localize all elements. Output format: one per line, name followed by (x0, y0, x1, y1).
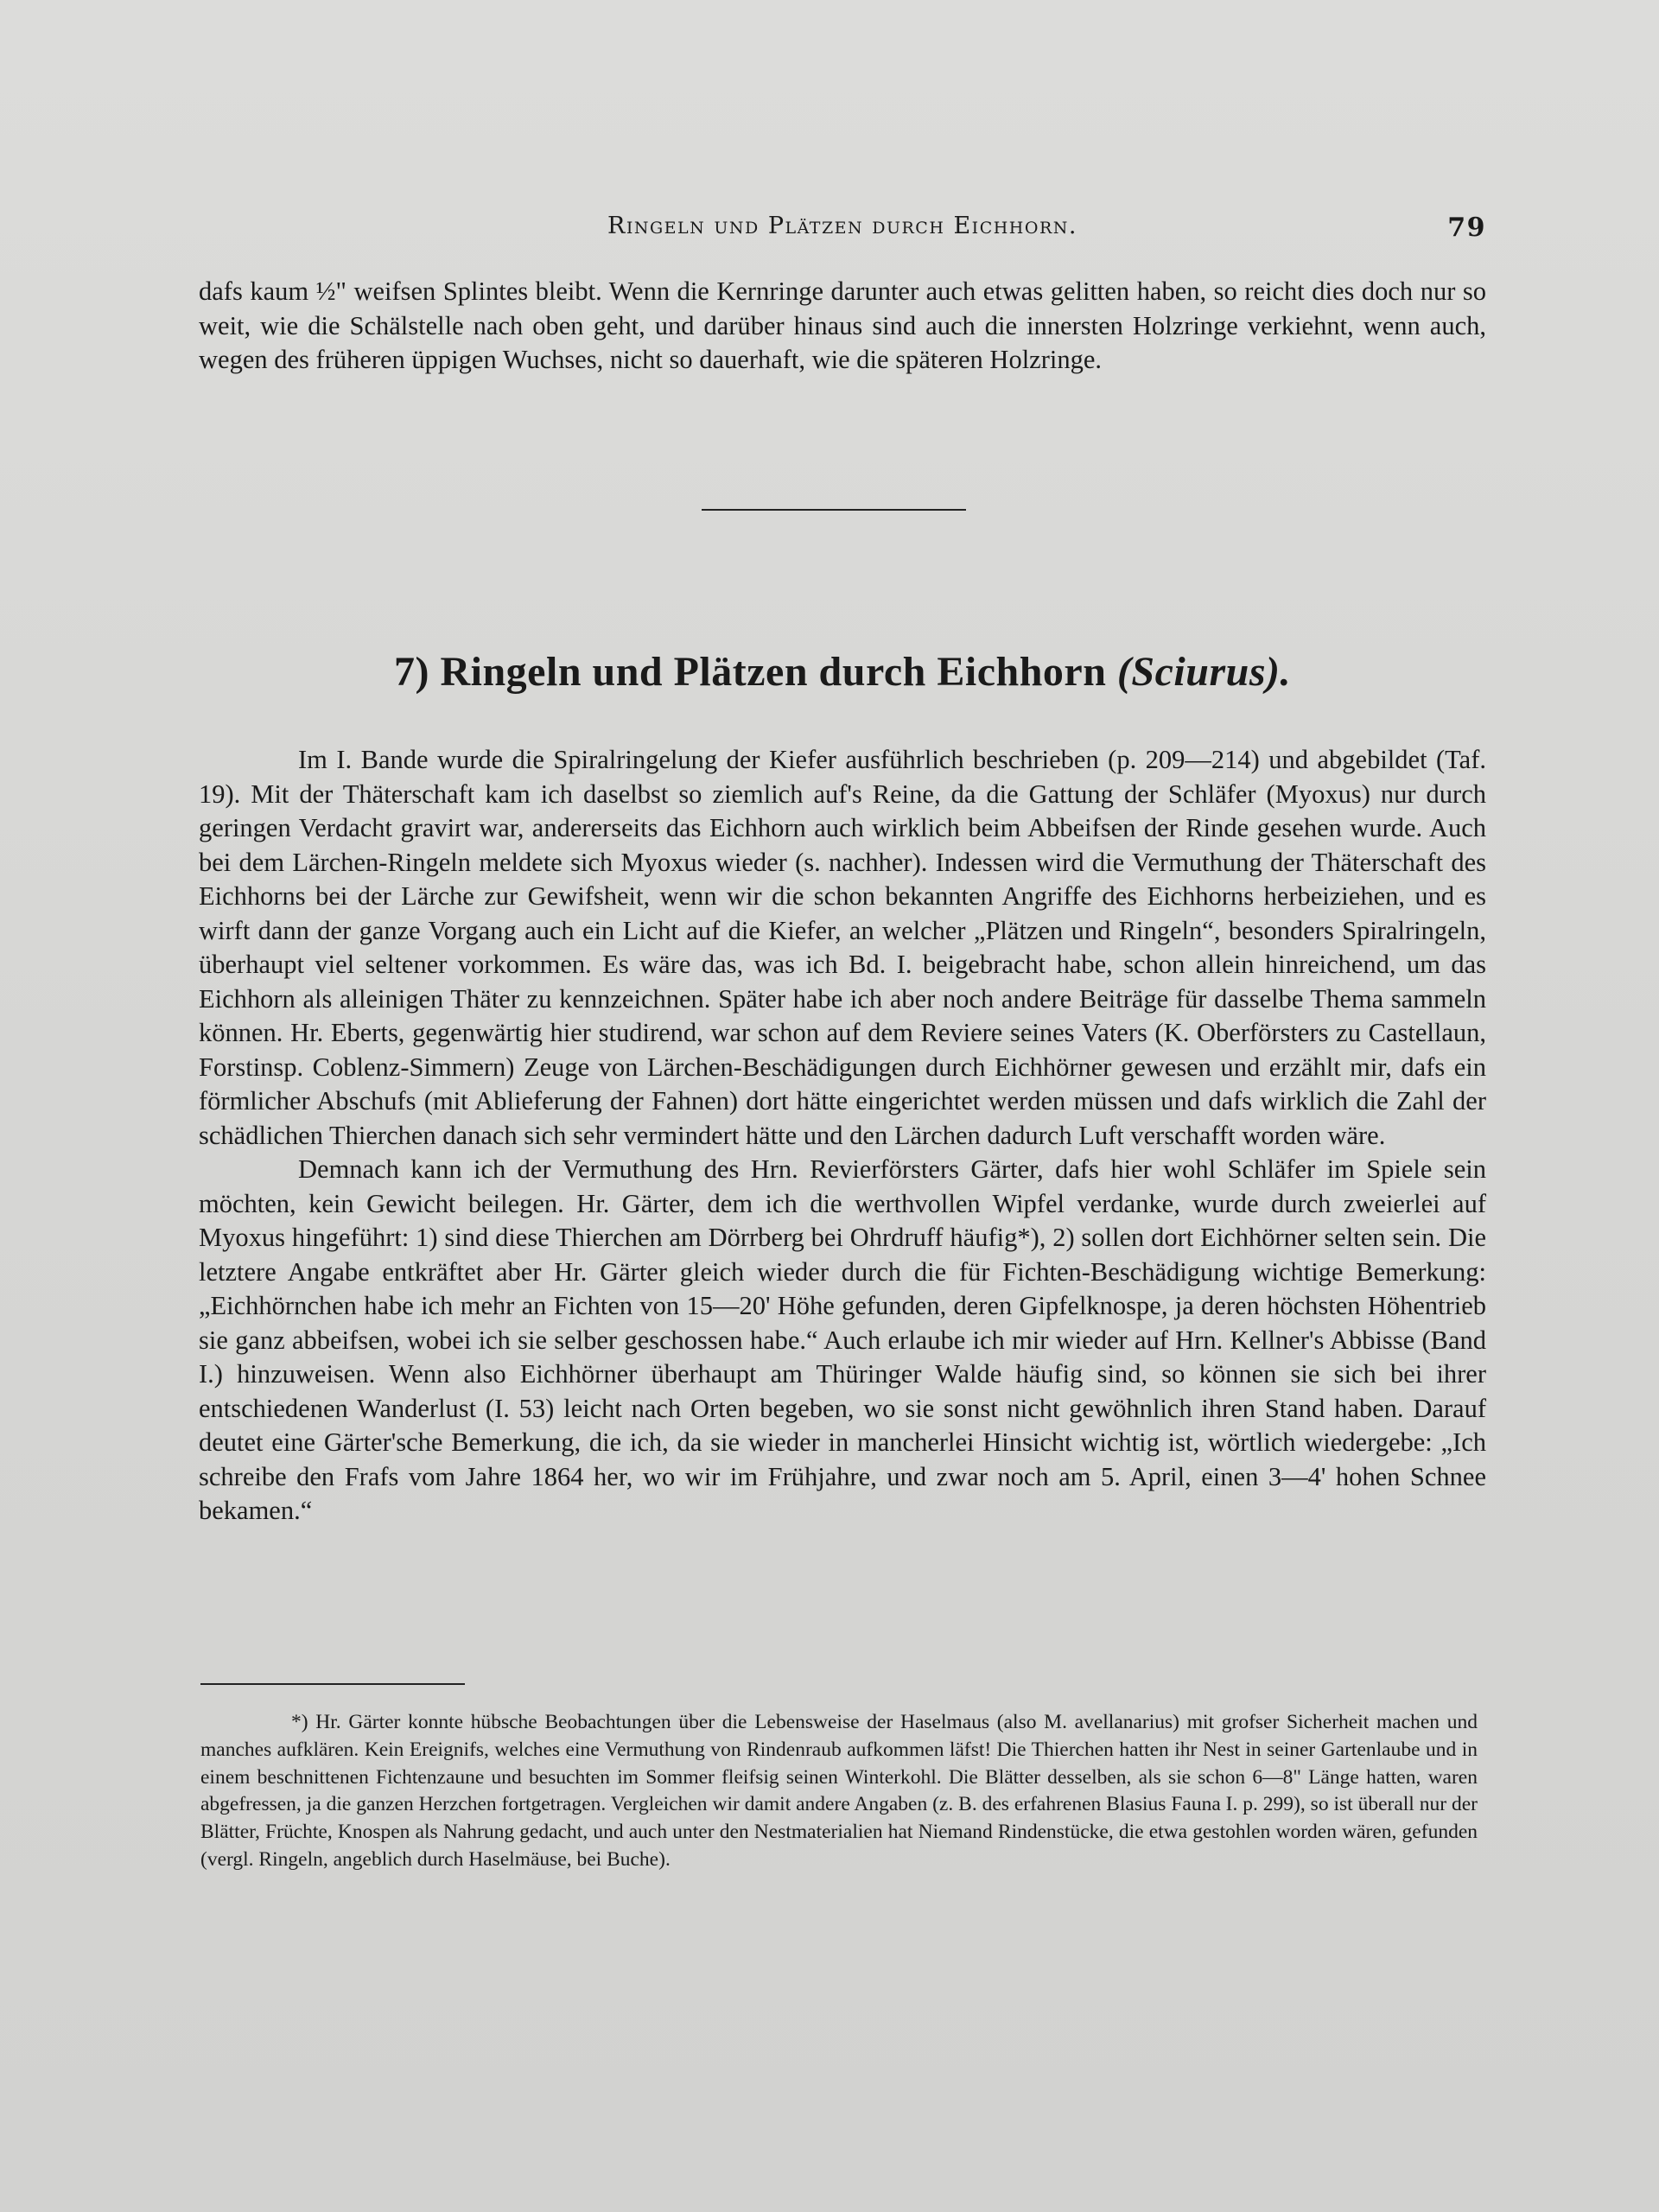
footnote: *) Hr. Gärter konnte hübsche Beobachtungen über die Lebensweise der Haselmaus (also M. avellanarius) mit grofser Sicherheit machen und manches aufklären. Kein Ereignifs, welches eine Vermuthung von Rindenraub aufkommen läfst! Die Thierchen hatten ihr Nest in seiner Gartenlaube und in einem beschnittenen Fichtenzaune und besuchten im Sommer fleifsig seinen Winterkohl. Die Blätter desselben, als sie schon 6—8" Länge hatten, waren abgefressen, ja die ganzen Herzchen fortgetragen. Vergleichen wir damit andere Angaben (z. B. des erfahrenen Blasius Fauna I. p. 299), so ist überall nur der Blätter, Früchte, Knospen als Nahrung gedacht, und auch unter den Nestmaterialien hat Niemand Rindenstücke, die etwa gestohlen worden wären, gefunden (vergl. Ringeln, angeblich durch Haselmäuse, bei Buche). (200, 1711, 1478, 1871)
footnote-rule (200, 1683, 465, 1685)
running-head-title: Ringeln und Plätzen durch Eichhorn. (607, 213, 1077, 239)
section-divider (702, 509, 966, 511)
running-head (199, 213, 1486, 247)
body-paragraph-1: Im I. Bande wurde die Spiralringelung der Kiefer ausführlich beschrieben (p. 209—214) und abgebildet (Taf. 19). Mit der Thäterschaft kam ich daselbst so ziemlich auf's Reine, da die Gattung der Schläfer (Myoxus) nur durch geringen Verdacht gravirt war, andererseits das Eichhorn auch wirklich beim Abbeifsen der Rinde gesehen wurde. Auch bei dem Lärchen-Ringeln meldete sich Myoxus wieder (s. nachher). Indessen wird die Vermuthung der Thäterschaft des Eichhorns bei der Lärche zur Gewifsheit, wenn wir die schon bekannten Angriffe des Eichhorns herbeiziehen, und es wirft dann der ganze Vorgang auch ein Licht auf die Kiefer, an welcher „Plätzen und Ringeln“, besonders Spiralringeln, überhaupt viel seltener vorkommen. Es wäre das, was ich Bd. I. beigebracht habe, schon allein hinreichend, um das Eichhorn als alleinigen Thäter zu kennzeichnen. Später habe ich aber noch andere Beiträge für dasselbe Thema sammeln können. Hr. Eberts, gegenwärtig hier studirend, war schon auf dem Reviere seines Vaters (K. Oberförsters zu Castellaun, Forstinsp. Coblenz-Simmern) Zeuge von Lärchen-Beschädigungen durch Eichhörner gewesen und erzählt mir, dafs ein förmlicher Abschufs (mit Ablieferung der Fahnen) dort hätte eingerichtet werden müssen und dafs wirklich die Zahl der schädlichen Thierchen danach sich sehr vermindert hätte und den Lärchen dadurch Luft verschafft worden wäre. (199, 745, 1486, 1150)
section-heading-text: 7) Ringeln und Plätzen durch Eichhorn (394, 649, 1107, 695)
body-text (199, 743, 1486, 1529)
section-heading (199, 648, 1486, 696)
section-heading-latin: (Sciurus). (1116, 649, 1291, 695)
top-paragraph: dafs kaum ½" weifsen Splintes bleibt. Wenn die Kernringe darunter auch etwas gelitten haben, so reicht dies doch nur so weit, wie die Schälstelle nach oben geht, und darüber hinaus sind auch die innersten Holzringe verkiehnt, wenn auch, wegen des früheren üppigen Wuchses, nicht so dauerhaft, wie die späteren Holzringe. (199, 276, 1486, 374)
top-paragraph-block (199, 275, 1486, 378)
page-number: 79 (1447, 213, 1486, 243)
body-paragraph-2: Demnach kann ich der Vermuthung des Hrn. Revierförsters Gärter, dafs hier wohl Schläfer im Spiele sein möchten, kein Gewicht beilegen. Hr. Gärter, dem ich die werthvollen Wipfel verdanke, wurde durch zweierlei auf Myoxus hingeführt: 1) sind diese Thierchen am Dörrberg bei Ohrdruff häufig*), 2) sollen dort Eichhörner selten sein. Die letztere Angabe entkräftet aber Hr. Gärter gleich wieder durch die für Fichten-Beschädigung wichtige Bemerkung: „Eichhörnchen habe ich mehr an Fichten von 15—20' Höhe gefunden, deren Gipfelknospe, ja deren höchsten Höhentrieb sie ganz abbeifsen, wobei ich sie selber geschossen habe.“ Auch erlaube ich mir wieder auf Hrn. Kellner's Abbisse (Band I.) hinzuweisen. Wenn also Eichhörner überhaupt am Thüringer Walde häufig sind, so können sie sich bei ihrer entschiedenen Wanderlust (I. 53) leicht nach Orten begeben, wo sie sonst nicht gewöhnlich ihren Stand haben. Darauf deutet eine Gärter'sche Bemerkung, die ich, da sie wieder in mancherlei Hinsicht wichtig ist, wörtlich wiedergebe: „Ich schreibe den Frafs vom Jahre 1864 her, wo wir im Frühjahre, und zwar noch am 5. April, einen 3—4' hohen Schnee bekamen.“ (199, 1154, 1486, 1525)
